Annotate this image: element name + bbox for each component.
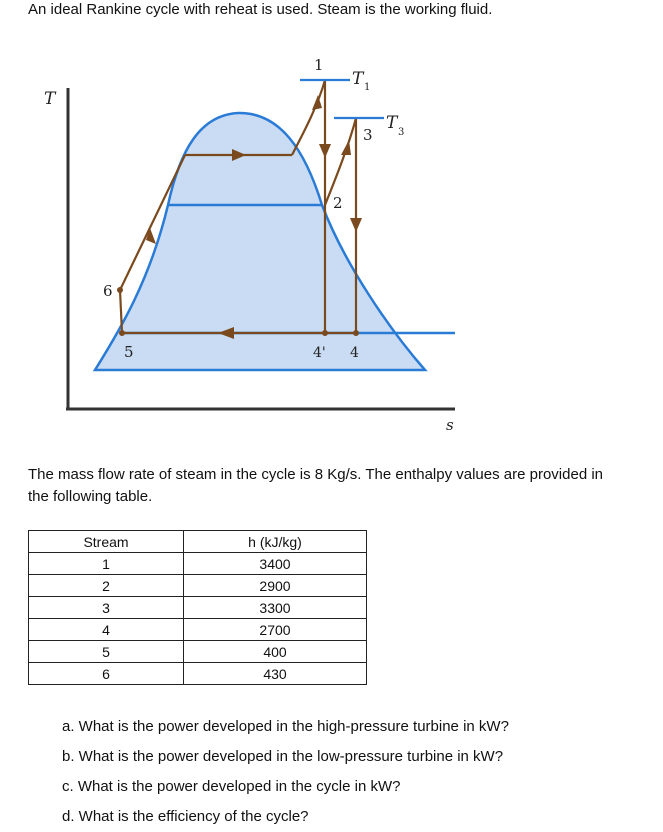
arrow-superheat [312, 95, 322, 110]
t-axis-label: T [44, 89, 56, 109]
enthalpy-cell: 3300 [184, 597, 367, 619]
table-row [29, 553, 367, 575]
header-stream: Stream [29, 531, 184, 553]
table-row [29, 641, 367, 663]
state-point-6 [117, 287, 123, 293]
state-label-3: 3 [363, 126, 373, 144]
question-c: c. What is the power developed in the cycle in kW? [62, 778, 401, 795]
state-point-4 [353, 330, 359, 336]
enthalpy-table [28, 530, 367, 685]
enthalpy-cell: 430 [184, 663, 367, 685]
question-b: b. What is the power developed in the low-pressure turbine in kW? [62, 748, 504, 765]
table-header-row [29, 531, 367, 553]
stream-cell: 1 [29, 553, 184, 575]
state-label-1: 1 [314, 56, 324, 74]
enthalpy-cell: 2900 [184, 575, 367, 597]
t1-label: T [352, 69, 364, 89]
stream-cell: 5 [29, 641, 184, 663]
superheat-line [292, 80, 325, 155]
table-row [29, 619, 367, 641]
state-point-4prime [322, 330, 328, 336]
enthalpy-cell: 3400 [184, 553, 367, 575]
enthalpy-cell: 400 [184, 641, 367, 663]
s-axis-label: s [446, 416, 454, 434]
question-list [62, 712, 509, 832]
mass-flow-text: The mass flow rate of steam in the cycle is 8 Kg/s. The enthalpy values are provided in the following table. [28, 466, 604, 505]
t3-label: T [386, 113, 398, 133]
header-enthalpy: h (kJ/kg) [184, 531, 367, 553]
table-row [29, 663, 367, 685]
t1-subscript: 1 [364, 82, 371, 93]
reheat-line [325, 118, 356, 205]
arrow-hp-turbine [319, 144, 331, 158]
intro-text: An ideal Rankine cycle with reheat is used. Steam is the working fluid. [28, 1, 493, 18]
question-a: a. What is the power developed in the high-pressure turbine in kW? [62, 718, 509, 735]
arrow-lp-turbine [350, 218, 362, 232]
state-label-4prime: 4' [313, 345, 326, 361]
state-label-6: 6 [103, 282, 113, 300]
state-label-2: 2 [333, 194, 343, 212]
t3-subscript: 3 [398, 127, 405, 138]
stream-cell: 2 [29, 575, 184, 597]
state-point-5 [119, 330, 125, 336]
table-row [29, 597, 367, 619]
table-row [29, 575, 367, 597]
state-label-5: 5 [124, 343, 134, 361]
stream-cell: 6 [29, 663, 184, 685]
stream-cell: 4 [29, 619, 184, 641]
stream-cell: 3 [29, 597, 184, 619]
state-label-4: 4 [350, 345, 359, 361]
question-d: d. What is the efficiency of the cycle? [62, 808, 309, 825]
enthalpy-cell: 2700 [184, 619, 367, 641]
